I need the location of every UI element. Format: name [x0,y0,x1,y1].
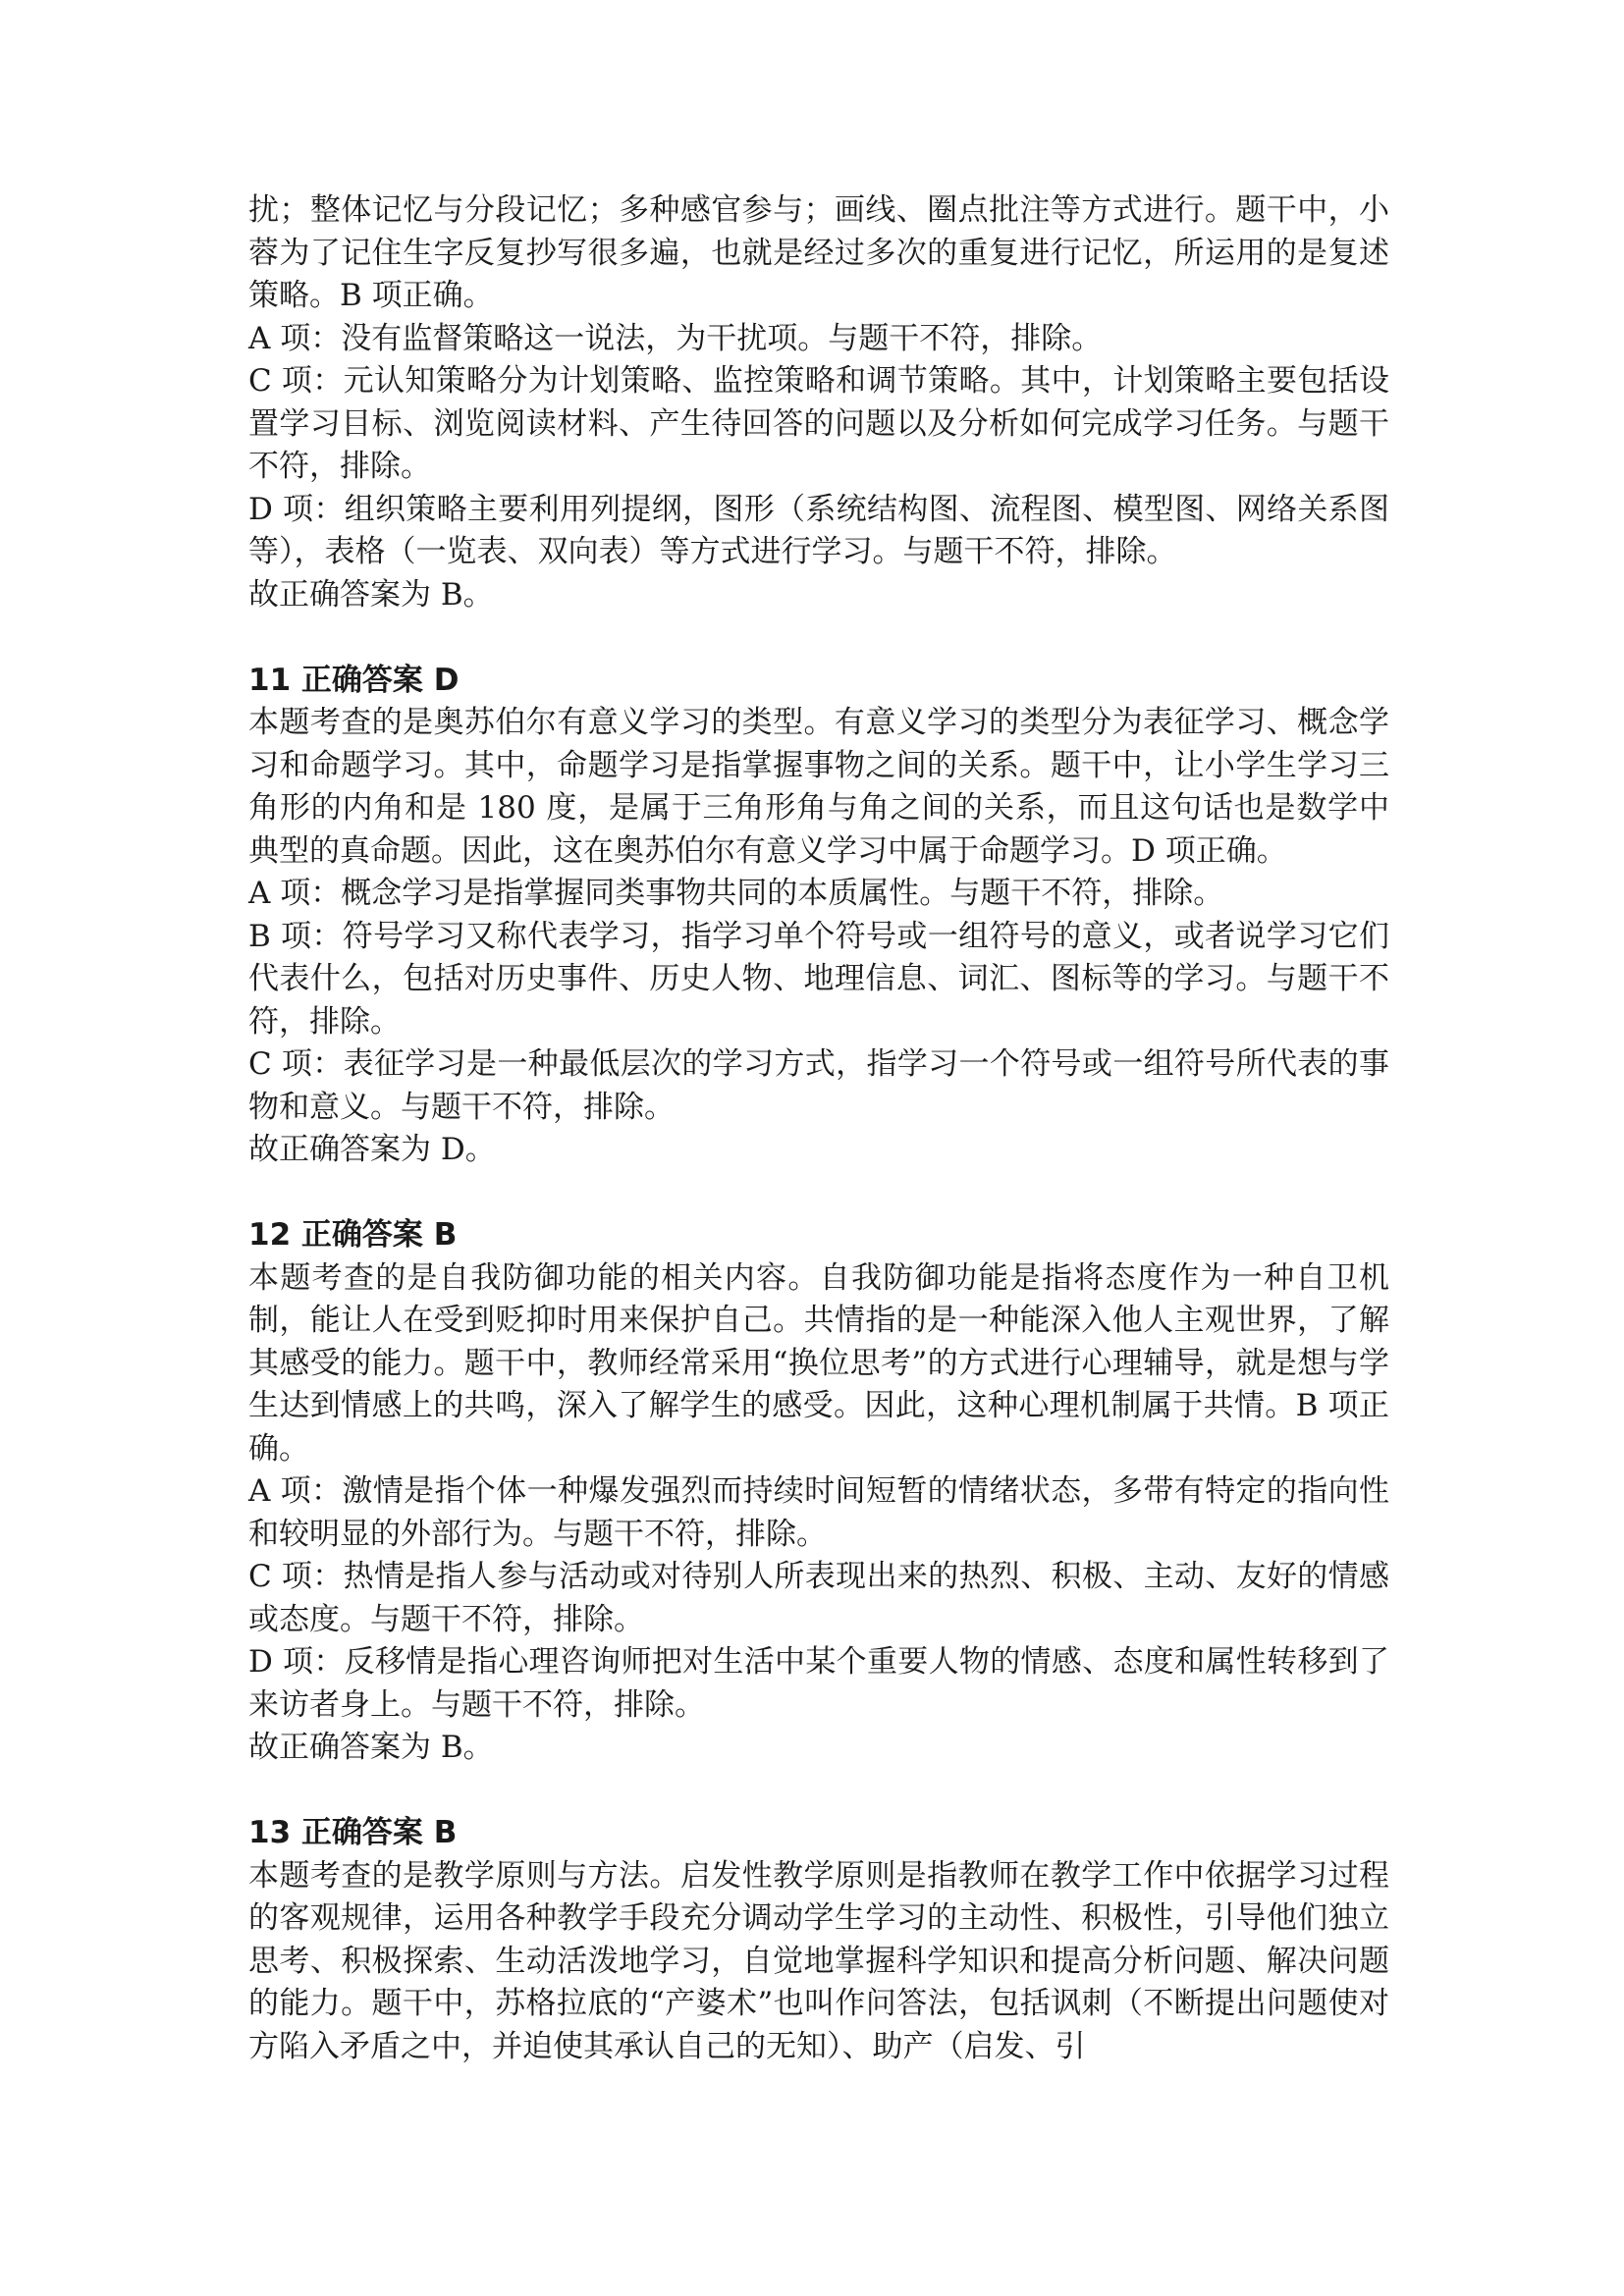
paragraph: B 项：符号学习又称代表学习，指学习单个符号或一组符号的意义，或者说学习它们代表什么，包括对历史事件、历史人物、地理信息、词汇、图标等的学习。与题干不符，排除。 [248,918,1389,1040]
paragraph: 本题考查的是自我防御功能的相关内容。自我防御功能是指将态度作为一种自卫机制，能让人在受到贬抑时用来保护自己。共情指的是一种能深入他人主观世界，了解其感受的能力。题干中，教师经常采用“换位思考”的方式进行心理辅导，就是想与学生达到情感上的共鸣，深入了解学生的感受。因此，这种心理机制属于共情。B 项正确。 [248,1259,1389,1467]
section-spacer [248,1172,1389,1215]
paragraph: 故正确答案为 B。 [248,1730,494,1765]
question-10-explanation-tail [248,189,1389,616]
answer-heading: 12 正确答案 B [248,1217,458,1253]
question-13-explanation [248,1812,1389,2068]
paragraph: 故正确答案为 B。 [248,576,494,613]
answer-heading: 11 正确答案 D [248,662,460,698]
section-spacer [248,616,1389,660]
paragraph: 本题考查的是奥苏伯尔有意义学习的类型。有意义学习的类型分为表征学习、概念学习和命题学习。其中，命题学习是指掌握事物之间的关系。题干中，让小学生学习三角形的内角和是 180 度，是属于三角形角与角之间的关系，而且这句话也是数学中典型的真命题。因此，这在奥苏伯尔有意义学习中属于命题学习。D 项正确。 [248,705,1389,869]
paragraph: A 项：概念学习是指掌握同类事物共同的本质属性。与题干不符，排除。 [248,876,1224,911]
paragraph: D 项：组织策略主要利用列提纲，图形（系统结构图、流程图、模型图、网络关系图等），表格（一览表、双向表）等方式进行学习。与题干不符，排除。 [248,491,1389,569]
paragraph: D 项：反移情是指心理咨询师把对生活中某个重要人物的情感、态度和属性转移到了来访者身上。与题干不符，排除。 [248,1644,1389,1723]
section-spacer [248,1770,1389,1813]
paragraph: C 项：元认知策略分为计划策略、监控策略和调节策略。其中，计划策略主要包括设置学习目标、浏览阅读材料、产生待回答的问题以及分析如何完成学习任务。与题干不符，排除。 [248,363,1389,484]
paragraph: A 项：没有监督策略这一说法，为干扰项。与题干不符，排除。 [248,320,1103,356]
paragraph: C 项：表征学习是一种最低层次的学习方式，指学习一个符号或一组符号所代表的事物和意义。与题干不符，排除。 [248,1046,1389,1125]
paragraph: C 项：热情是指人参与活动或对待别人所表现出来的热烈、积极、主动、友好的情感或态度。与题干不符，排除。 [248,1559,1389,1637]
paragraph: 本题考查的是教学原则与方法。启发性教学原则是指教师在教学工作中依据学习过程的客观规律，运用各种教学手段充分调动学生学习的主动性、积极性，引导他们独立思考、积极探索、生动活泼地学习，自觉地掌握科学知识和提高分析问题、解决问题的能力。题干中，苏格拉底的“产婆术”也叫作问答法，包括讽刺（不断提出问题使对方陷入矛盾之中，并迫使其承认自己的无知）、助产（启发、引 [248,1857,1389,2064]
answer-explanations [248,189,1389,2068]
question-12-explanation [248,1214,1389,1770]
paragraph: A 项：激情是指个体一种爆发强烈而持续时间短暂的情绪状态，多带有特定的指向性和较明显的外部行为。与题干不符，排除。 [248,1473,1389,1552]
question-11-explanation [248,660,1389,1172]
paragraph: 故正确答案为 D。 [248,1132,496,1167]
paragraph: 扰；整体记忆与分段记忆；多种感官参与；画线、圈点批注等方式进行。题干中，小蓉为了记住生字反复抄写很多遍，也就是经过多次的重复进行记忆，所运用的是复述策略。B 项正确。 [248,192,1389,313]
answer-heading: 13 正确答案 B [248,1815,458,1850]
